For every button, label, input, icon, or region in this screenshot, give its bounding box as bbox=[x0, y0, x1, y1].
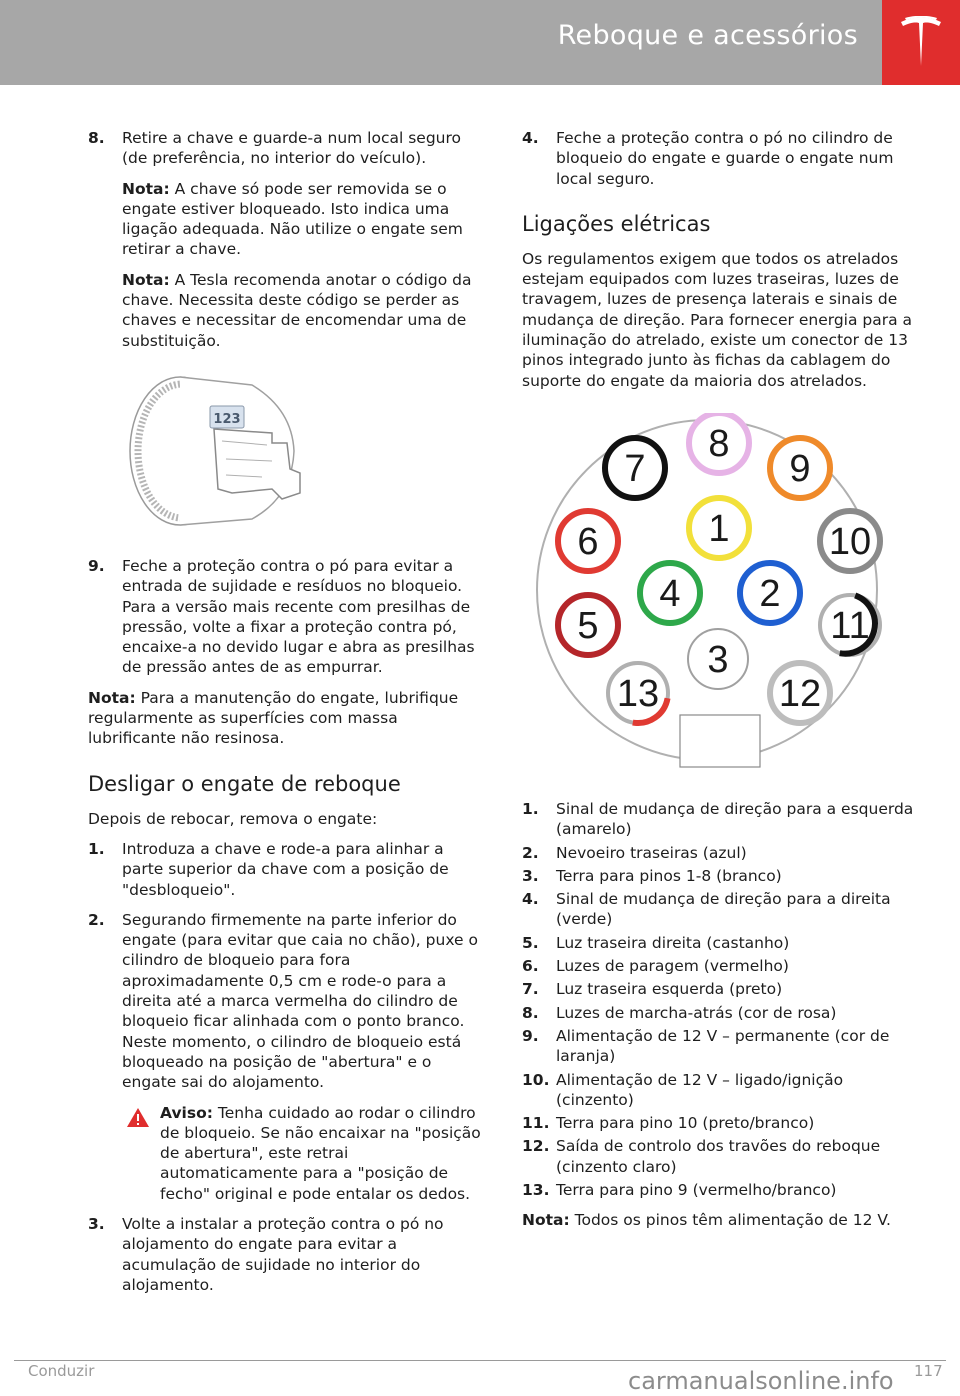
connector-13-pin-svg bbox=[530, 413, 885, 773]
pin-label: 1 bbox=[708, 507, 730, 550]
legend-item bbox=[522, 1070, 922, 1111]
pin-7 bbox=[605, 438, 665, 498]
legend-item bbox=[522, 1026, 922, 1067]
legend-text: Alimentação de 12 V – ligado/ignição (cinzento) bbox=[556, 1070, 844, 1109]
step-text: Introduza a chave e rode-a para alinhar a parte superior da chave com a posição de "desbloqueio". bbox=[122, 839, 449, 899]
legend-text: Luz traseira esquerda (preto) bbox=[556, 980, 783, 999]
step-8 bbox=[88, 128, 484, 169]
legend-item bbox=[522, 843, 922, 863]
pin-legend-list bbox=[522, 799, 922, 1200]
legend-number: 7. bbox=[522, 980, 539, 999]
pin-6 bbox=[558, 511, 618, 571]
footer-section: Conduzir bbox=[28, 1362, 95, 1380]
note bbox=[88, 270, 484, 351]
legend-text: Luzes de marcha-atrás (cor de rosa) bbox=[556, 1003, 837, 1022]
key-code-tag: 123 bbox=[213, 411, 241, 427]
section-heading: Desligar o engate de reboque bbox=[88, 771, 401, 796]
step-1 bbox=[88, 839, 484, 900]
pin-label: 2 bbox=[759, 572, 781, 615]
legend-number: 2. bbox=[522, 843, 539, 862]
legend-number: 9. bbox=[522, 1026, 539, 1045]
pin-label: 11 bbox=[830, 604, 870, 647]
legend-text: Terra para pinos 1-8 (branco) bbox=[556, 866, 782, 885]
legend-number: 11. bbox=[522, 1114, 550, 1133]
step-text: Feche a proteção contra o pó para evitar a entrada de sujidade e resíduos no bloqueio. Para a versão mais recente com presilhas de pressão, volte a fixar a proteção contra pó, encaixe-a no devido lugar e abra as presilhas de pressão antes de as empurrar. bbox=[122, 556, 475, 677]
legend-text: Luzes de paragem (vermelho) bbox=[556, 957, 789, 976]
step-text: Volte a instalar a proteção contra o pó no alojamento do engate para evitar a acumulação de sujidade no interior do alojamento. bbox=[122, 1214, 444, 1294]
right-column bbox=[522, 128, 922, 1241]
pin-1 bbox=[689, 498, 749, 558]
pin-13 bbox=[608, 663, 668, 723]
connector-diagram bbox=[530, 413, 885, 773]
pin-label: 5 bbox=[577, 604, 599, 647]
pin-label: 8 bbox=[708, 422, 730, 465]
legend-number: 12. bbox=[522, 1137, 550, 1156]
step-number: 1. bbox=[88, 839, 105, 858]
legend-item bbox=[522, 1180, 922, 1200]
legend-item bbox=[522, 866, 922, 886]
step-text: Retire a chave e guarde-a num local seguro (de preferência, no interior do veículo). bbox=[122, 129, 462, 168]
step-2 bbox=[88, 910, 484, 1093]
legend-item bbox=[522, 889, 922, 930]
legend-item bbox=[522, 1003, 922, 1023]
legend-item bbox=[522, 1113, 922, 1133]
pin-label: 12 bbox=[778, 672, 822, 715]
tesla-logo-icon bbox=[899, 16, 943, 68]
step-3 bbox=[88, 1214, 484, 1295]
legend-text: Alimentação de 12 V – permanente (cor de laranja) bbox=[556, 1026, 890, 1066]
pin-label: 6 bbox=[577, 520, 599, 563]
pin-9 bbox=[770, 438, 830, 498]
section-heading: Ligações elétricas bbox=[522, 211, 711, 236]
intro-text: Depois de rebocar, remova o engate: bbox=[88, 809, 378, 828]
legend-number: 4. bbox=[522, 890, 539, 909]
note bbox=[88, 179, 484, 260]
body-paragraph: Os regulamentos exigem que todos os atrelados estejam equipados com luzes traseiras, luzes de travagem, luzes de presença laterais e sinais de mudança de direção. Para fornecer energia para a iluminação do atrelado, existe um conector de 13 pinos integrado junto às fichas da cablagem do suporte do engate da maioria dos atrelados. bbox=[522, 249, 913, 390]
pin-label: 13 bbox=[616, 672, 660, 715]
left-column bbox=[88, 128, 484, 1305]
note-label: Nota: bbox=[522, 1211, 570, 1230]
warning-label: Aviso: bbox=[160, 1103, 213, 1122]
pin-2 bbox=[740, 563, 800, 623]
legend-number: 1. bbox=[522, 799, 539, 818]
step-text: Segurando firmemente na parte inferior do engate (para evitar que caia no chão), puxe o cilindro de bloqueio para fora aproximadamente 0,5 cm e rode-o para a direita até a marca vermelha do cilindro de bloqueio ficar alinhada com o ponto branco. Neste momento, o cilindro de bloqueio está bloqueado na posição de "abertura" e o engate sai do alojamento. bbox=[122, 910, 478, 1092]
legend-number: 10. bbox=[522, 1070, 550, 1089]
legend-number: 5. bbox=[522, 933, 539, 952]
note-label: Nota: bbox=[88, 688, 136, 707]
warning-box bbox=[88, 1103, 484, 1204]
note-text: Para a manutenção do engate, lubrifique regularmente as superfícies com massa lubrificante não resinosa. bbox=[88, 688, 459, 748]
page-header bbox=[0, 0, 960, 85]
watermark-text: carmanualsonline.info bbox=[628, 1367, 894, 1395]
pin-label: 10 bbox=[828, 520, 872, 563]
legend-item bbox=[522, 956, 922, 976]
legend-number: 3. bbox=[522, 866, 539, 885]
legend-item bbox=[522, 979, 922, 999]
legend-item bbox=[522, 933, 922, 953]
footer-divider bbox=[14, 1360, 946, 1361]
pin-10 bbox=[820, 511, 880, 571]
pin-3 bbox=[688, 629, 748, 689]
legend-text: Saída de controlo dos travões do reboque (cinzento claro) bbox=[556, 1137, 881, 1176]
legend-number: 13. bbox=[522, 1181, 550, 1200]
pin-label: 7 bbox=[624, 447, 646, 490]
pin-label: 9 bbox=[789, 447, 811, 490]
pin-8 bbox=[689, 413, 749, 473]
step-number: 3. bbox=[88, 1214, 105, 1233]
legend-number: 6. bbox=[522, 957, 539, 976]
note-text: Todos os pinos têm alimentação de 12 V. bbox=[574, 1211, 891, 1230]
note bbox=[522, 1210, 922, 1230]
legend-text: Sinal de mudança de direção para a direita (verde) bbox=[556, 890, 891, 929]
warning-text: Tenha cuidado ao rodar o cilindro de bloqueio. Se não encaixar na "posição de abertura", este retrai automaticamente para a "posição de fecho" original e pode entalar os dedos. bbox=[160, 1103, 481, 1203]
brand-logo-box bbox=[882, 0, 960, 85]
step-number: 8. bbox=[88, 129, 105, 147]
note-label: Nota: bbox=[122, 270, 170, 289]
legend-text: Luz traseira direita (castanho) bbox=[556, 933, 790, 952]
step-number: 2. bbox=[88, 910, 105, 929]
note-label: Nota: bbox=[122, 179, 170, 198]
legend-text: Terra para pino 9 (vermelho/branco) bbox=[556, 1181, 837, 1200]
legend-number: 8. bbox=[522, 1003, 539, 1022]
note bbox=[88, 688, 484, 749]
page-number: 117 bbox=[914, 1362, 943, 1380]
warning-triangle-icon bbox=[126, 1107, 150, 1128]
step-4 bbox=[522, 128, 922, 189]
legend-text: Terra para pino 10 (preto/branco) bbox=[556, 1114, 815, 1133]
pin-5 bbox=[558, 595, 618, 655]
pin-11 bbox=[820, 595, 880, 655]
step-number: 4. bbox=[522, 129, 539, 147]
pin-label: 3 bbox=[707, 638, 729, 681]
note-text: A chave só pode ser removida se o engate estiver bloqueado. Isto indica uma ligação adequada. Não utilize o engate sem retirar a chave. bbox=[122, 179, 463, 259]
step-number: 9. bbox=[88, 556, 105, 575]
step-9 bbox=[88, 556, 484, 678]
pin-4 bbox=[640, 563, 700, 623]
section-title: Reboque e acessórios bbox=[557, 20, 858, 51]
legend-item bbox=[522, 1136, 922, 1177]
legend-text: Nevoeiro traseiras (azul) bbox=[556, 843, 747, 862]
note-text: A Tesla recomenda anotar o código da chave. Necessita deste código se perder as chaves e necessitar de encomendar uma de substituição. bbox=[122, 270, 472, 350]
pin-label: 4 bbox=[659, 572, 681, 615]
step-text: Feche a proteção contra o pó no cilindro de bloqueio do engate e guarde o engate num local seguro. bbox=[556, 129, 894, 188]
legend-item bbox=[522, 799, 922, 840]
lock-cylinder-illustration bbox=[122, 369, 322, 534]
legend-text: Sinal de mudança de direção para a esquerda (amarelo) bbox=[556, 799, 914, 839]
pin-12 bbox=[770, 663, 830, 723]
